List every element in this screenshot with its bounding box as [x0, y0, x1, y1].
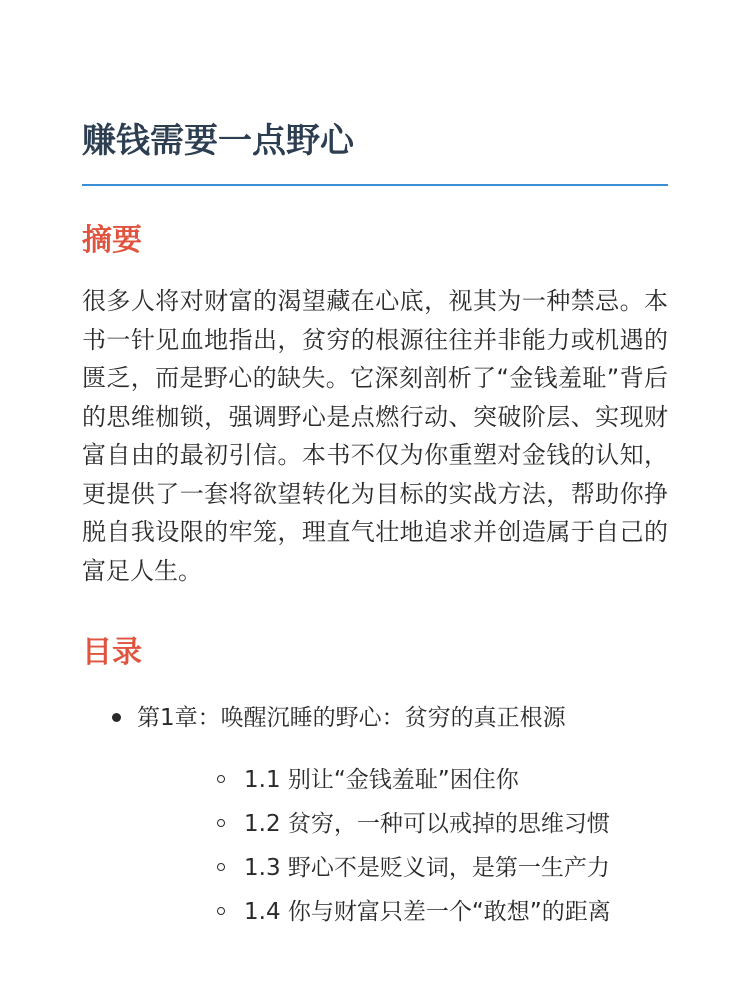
document-title: 赚钱需要一点野心 — [82, 121, 354, 161]
bullet-circle-icon — [217, 819, 225, 827]
bullet-circle-icon — [217, 775, 225, 783]
summary-paragraph: 很多人将对财富的渴望藏在心底，视其为一种禁忌。本书一针见血地指出，贫穷的根源往往并非能力或机遇的匮乏，而是野心的缺失。它深刻剖析了“金钱羞耻”背后的思维枷锁，强调野心是点燃行动、突破阶层、实现财富自由的最初引信。本书不仅为你重塑对金钱的认知，更提供了一套将欲望转化为目标的实战方法，帮助你挣脱自我设限的牢笼，理直气壮地追求并创造属于自己的富足人生。 — [82, 287, 668, 585]
section-title: 1.3 野心不是贬义词，是第一生产力 — [244, 855, 610, 881]
toc-section-1-1 — [137, 758, 668, 802]
summary-heading: 摘要 — [82, 223, 142, 258]
chapter-title: 第1章：唤醒沉睡的野心：贫穷的真正根源 — [137, 705, 566, 731]
bullet-circle-icon — [217, 863, 225, 871]
bullet-circle-icon — [217, 907, 225, 915]
table-of-contents — [82, 698, 668, 934]
toc-chapter-1 — [82, 698, 668, 934]
toc-section-1-2 — [137, 802, 668, 846]
section-title: 1.1 别让“金钱羞耻”困住你 — [244, 767, 519, 793]
bullet-disc-icon — [112, 713, 121, 722]
toc-section-1-4 — [137, 890, 668, 934]
toc-section-1-3 — [137, 846, 668, 890]
toc-heading: 目录 — [82, 635, 142, 670]
chapter-sections — [137, 758, 668, 934]
section-title: 1.4 你与财富只差一个“敢想”的距离 — [244, 899, 611, 925]
section-title: 1.2 贫穷，一种可以戒掉的思维习惯 — [244, 811, 610, 837]
title-divider — [82, 184, 668, 186]
